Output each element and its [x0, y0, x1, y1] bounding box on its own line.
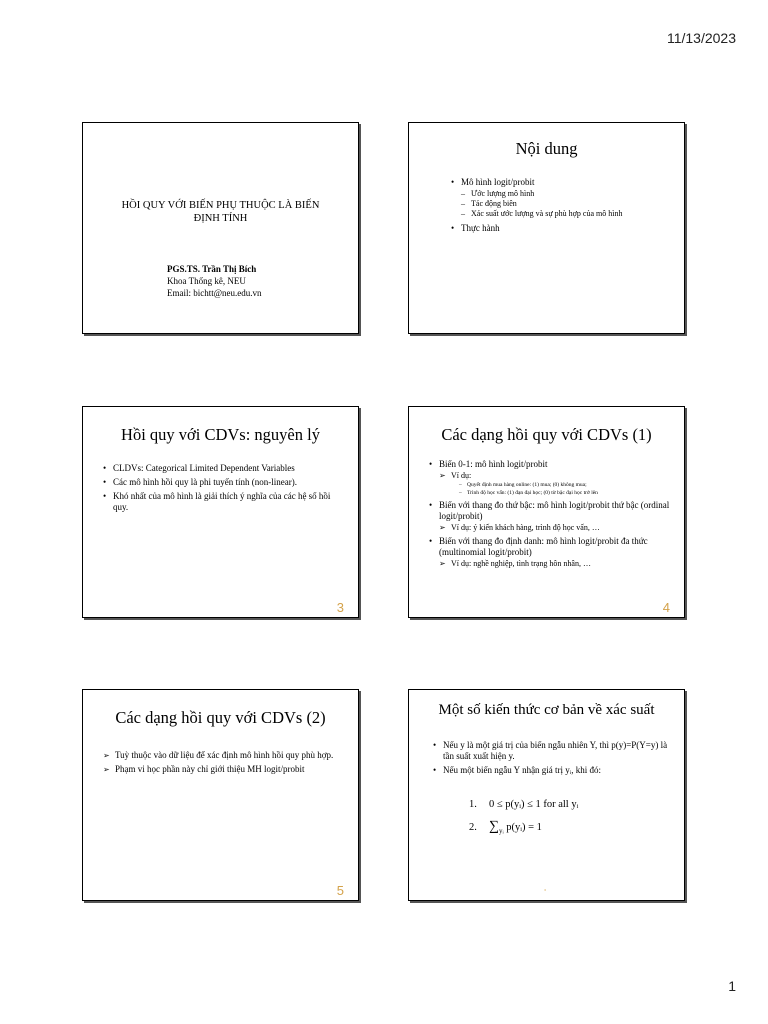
- slide-5-content: [103, 750, 344, 778]
- sub-example-item: – Quyết định mua hàng online: (1) mua; (0) không mua;: [427, 481, 674, 489]
- slide-5-title: Các dạng hồi quy với CDVs (2): [115, 708, 326, 727]
- bullet-item: • Nếu y là một giá trị của biến ngẫu nhiên Y, thì p(y)=P(Y=y) là tần suất xuất hiện y.: [431, 740, 672, 762]
- slide-6-content: [431, 740, 672, 779]
- slide-6-title: Một số kiến thức cơ bản về xác suất: [438, 702, 655, 718]
- slide-4: [408, 406, 685, 618]
- slide-1: [82, 122, 359, 334]
- slide-2-content: [449, 177, 674, 237]
- slide-number: 3: [336, 600, 344, 615]
- formula-2: [469, 820, 578, 838]
- slide-4-title: Các dạng hồi quy với CDVs (1): [441, 425, 652, 444]
- slide-5: [82, 689, 359, 901]
- sub-example-item: – Trình độ học vấn: (1) đạn đại học; (0) từ bậc đại học trở lên: [427, 489, 674, 497]
- title-line-2: ĐỊNH TÍNH: [193, 213, 248, 224]
- bullet-item: • Biến với thang đo thứ bậc: mô hình logit/probit thứ bậc (ordinal logit/probit): [427, 500, 674, 522]
- bullet-item: • Biến 0-1: mô hình logit/probit: [427, 459, 674, 470]
- sigma-subscript: yᵢ: [498, 827, 504, 836]
- slide-number: 4: [662, 600, 670, 615]
- slide-4-content: [427, 459, 674, 571]
- formula-text: 0 ≤ p(yᵢ) ≤ 1 for all yᵢ: [489, 799, 579, 810]
- slide-3-content: [101, 463, 344, 516]
- slide-2: [408, 122, 685, 334]
- sub-item: – Xác suất ước lượng và sự phù hợp của mô hình: [449, 209, 674, 219]
- example-item: ➢ Ví dụ: nghề nghiệp, tình trạng hôn nhân, …: [427, 559, 674, 569]
- bullet-item: • Nếu một biến ngẫu Y nhận giá trị yᵢ, khi đó:: [431, 765, 672, 776]
- author-block: [167, 263, 262, 299]
- point-item: ➢ Tuỳ thuộc vào dữ liệu để xác định mô hình hồi quy phù hợp.: [103, 750, 344, 761]
- formula-number: 2.: [469, 822, 477, 833]
- formula-number: 1.: [469, 799, 477, 810]
- slide-2-title: Nội dung: [515, 139, 578, 158]
- sigma-symbol: ∑: [489, 819, 499, 834]
- formula-block: [469, 798, 578, 846]
- slide-6: [408, 689, 685, 901]
- bullet-item: • Mô hình logit/probit: [449, 177, 674, 188]
- point-item: ➢ Phạm vi học phần này chỉ giới thiệu MH logit/probit: [103, 764, 344, 775]
- bullet-item: • Thực hành: [449, 223, 674, 234]
- slide-3-title: Hồi quy với CDVs: nguyên lý: [121, 425, 320, 444]
- author-name: PGS.TS. Trần Thị Bích: [167, 264, 257, 274]
- example-item: ➢ Ví dụ: ý kiến khách hàng, trình độ học vấn, …: [427, 523, 674, 533]
- author-email: Email: bichtt@neu.edu.vn: [167, 288, 262, 298]
- bullet-item: • CLDVs: Categorical Limited Dependent Variables: [101, 463, 344, 474]
- formula-1: [469, 798, 578, 812]
- example-item: ➢ Ví dụ:: [427, 471, 674, 481]
- page-number: 1: [728, 978, 736, 994]
- slide-number: 5: [336, 883, 344, 898]
- bullet-item: • Các mô hình hồi quy là phi tuyến tính (non-linear).: [101, 477, 344, 488]
- slide-3: [82, 406, 359, 618]
- sub-item: – Tác động biên: [449, 199, 674, 209]
- formula-text: p(yᵢ) = 1: [506, 822, 542, 833]
- print-date: 11/13/2023: [666, 30, 736, 46]
- title-line-1: HỒI QUY VỚI BIẾN PHỤ THUỘC LÀ BIẾN: [121, 200, 320, 211]
- bullet-item: • Khó nhất của mô hình là giải thích ý nghĩa của các hệ số hồi quy.: [101, 491, 344, 513]
- slide-number: 6: [544, 888, 546, 892]
- sub-item: – Ước lượng mô hình: [449, 189, 674, 199]
- bullet-item: • Biến với thang đo định danh: mô hình logit/probit đa thức (multinomial logit/probit): [427, 536, 674, 558]
- slide-1-title: [103, 199, 338, 225]
- author-affiliation: Khoa Thống kê, NEU: [167, 276, 246, 286]
